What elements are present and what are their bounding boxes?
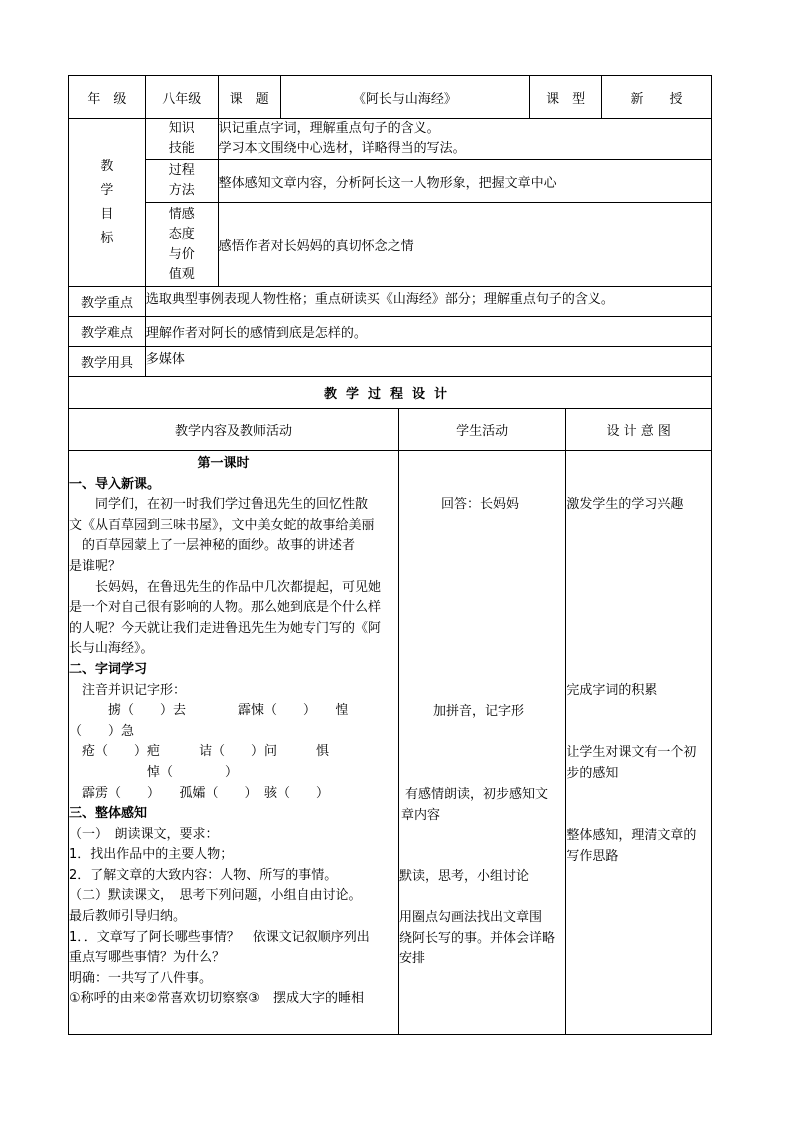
section-heading: 二、字词学习 bbox=[69, 661, 148, 677]
student-activities-cell bbox=[398, 451, 565, 1035]
difficulties-text: 理解作者对阿长的感情到底是怎样的。 bbox=[145, 317, 711, 347]
text-line: 掳（ ）去 霹悚（ ） 惶 bbox=[69, 703, 349, 719]
design-intent: 让学生对课文有一个初 步的感知 bbox=[566, 745, 697, 781]
student-activity: 有感情朗读，初步感知文 章内容 bbox=[400, 787, 548, 823]
text-line: 同学们，在初一时我们学过鲁迅先生的回忆性散 bbox=[69, 497, 369, 513]
process-title: 教学过程设计 bbox=[69, 377, 712, 409]
student-activity: 用圈点勾画法找出文章围 绕阿长写的事。并体会详略 安排 bbox=[398, 910, 555, 967]
type-value: 新 授 bbox=[602, 76, 712, 119]
objective-knowledge-text: 识记重点字词，理解重点句子的含义。 学习本文围绕中心选材，详略得当的写法。 bbox=[218, 119, 711, 160]
text-line: 霹雳（ ） 孤孀（ ） 骇（ ） bbox=[69, 785, 330, 801]
objectives-label: 教 学 目 标 bbox=[69, 119, 146, 287]
text-line: 注音并识记字形： bbox=[69, 682, 187, 698]
col-student-header: 学生活动 bbox=[398, 409, 565, 451]
objective-emotion-label: 情感 态度 与价 值观 bbox=[145, 203, 218, 287]
student-activity: 默读，思考，小组讨论 bbox=[398, 869, 529, 884]
text-line: 2．了解文章的大致内容：人物、所写的事情。 bbox=[69, 867, 338, 883]
text-line: 明确：一共写了八件事。 bbox=[69, 970, 213, 986]
text-line: 悼（ ） bbox=[69, 764, 239, 780]
grade-label: 年 级 bbox=[69, 76, 146, 119]
text-line: （ ）急 bbox=[69, 723, 135, 739]
focus-table bbox=[68, 286, 712, 377]
tools-label: 教学用具 bbox=[69, 347, 146, 377]
col-intent-header: 设 计 意 图 bbox=[566, 409, 712, 451]
col-teacher-header: 教学内容及教师活动 bbox=[69, 409, 399, 451]
topic-value: 《阿长与山海经》 bbox=[280, 76, 530, 119]
topic-label: 课 题 bbox=[218, 76, 280, 119]
text-line: 的百草园蒙上了一层神秘的面纱。故事的讲述者 bbox=[69, 538, 356, 554]
section-heading: 一、导入新课。 bbox=[69, 476, 161, 492]
objective-knowledge-label: 知识 技能 bbox=[145, 119, 218, 160]
text-line: ①称呼的由来②常喜欢切切察察③ 摆成大字的睡相 bbox=[69, 991, 364, 1007]
objective-process-text: 整体感知文章内容，分析阿长这一人物形象，把握文章中心 bbox=[218, 160, 711, 203]
objective-emotion-text: 感悟作者对长妈妈的真切怀念之情 bbox=[218, 203, 711, 287]
key-points-label: 教学重点 bbox=[69, 287, 146, 317]
text-line: （二）默读课文， 思考下列问题，小组自由讨论。 bbox=[69, 888, 362, 904]
design-intent: 激发学生的学习兴趣 bbox=[566, 497, 684, 512]
student-activity: 加拼音，记字形 bbox=[432, 704, 524, 719]
lesson-title: 第一课时 bbox=[197, 456, 250, 471]
text-line: 是谁呢？ bbox=[69, 558, 122, 574]
type-label: 课 型 bbox=[530, 76, 602, 119]
text-line: 1．找出作品中的主要人物； bbox=[69, 847, 234, 863]
objective-process-label: 过程 方法 bbox=[145, 160, 218, 203]
difficulties-label: 教学难点 bbox=[69, 317, 146, 347]
text-line: 长与山海经》。 bbox=[69, 641, 154, 657]
text-line: （一） 朗读课文，要求： bbox=[69, 826, 219, 842]
text-line: 疮（ ）疤 诘（ ）问 惧 bbox=[69, 744, 330, 760]
key-points-text: 选取典型事例表现人物性格；重点研读买《山海经》部分；理解重点句子的含义。 bbox=[145, 287, 711, 317]
design-intent-cell bbox=[566, 451, 712, 1035]
design-intent: 整体感知，理清文章的 写作思路 bbox=[566, 828, 697, 864]
tools-text: 多媒体 bbox=[145, 347, 711, 377]
process-table bbox=[68, 376, 712, 1035]
lesson-info-table bbox=[68, 75, 712, 287]
teacher-activities-cell bbox=[69, 451, 399, 1035]
grade-value: 八年级 bbox=[145, 76, 218, 119]
student-activity: 回答：长妈妈 bbox=[440, 497, 519, 512]
design-intent: 完成字词的积累 bbox=[566, 683, 658, 698]
text-line: 文《从百草园到三味书屋》，文中美女蛇的故事给美丽 bbox=[69, 517, 375, 533]
text-line: 长妈妈，在鲁迅先生的作品中几次都提起，可见她 bbox=[69, 579, 382, 595]
text-line: 的人呢？今天就让我们走进鲁迅先生为她专门写的《阿 bbox=[69, 620, 382, 636]
section-heading: 三、整体感知 bbox=[69, 806, 148, 822]
text-line: 1．．文章写了阿长哪些事情？ 依课文记叙顺序列出 bbox=[69, 929, 370, 945]
text-line: 最后教师引导归纳。 bbox=[69, 909, 187, 925]
text-line: 重点写哪些事情？为什么？ bbox=[69, 950, 226, 966]
text-line: 是一个对自己很有影响的人物。那么她到底是个什么样 bbox=[69, 600, 382, 616]
